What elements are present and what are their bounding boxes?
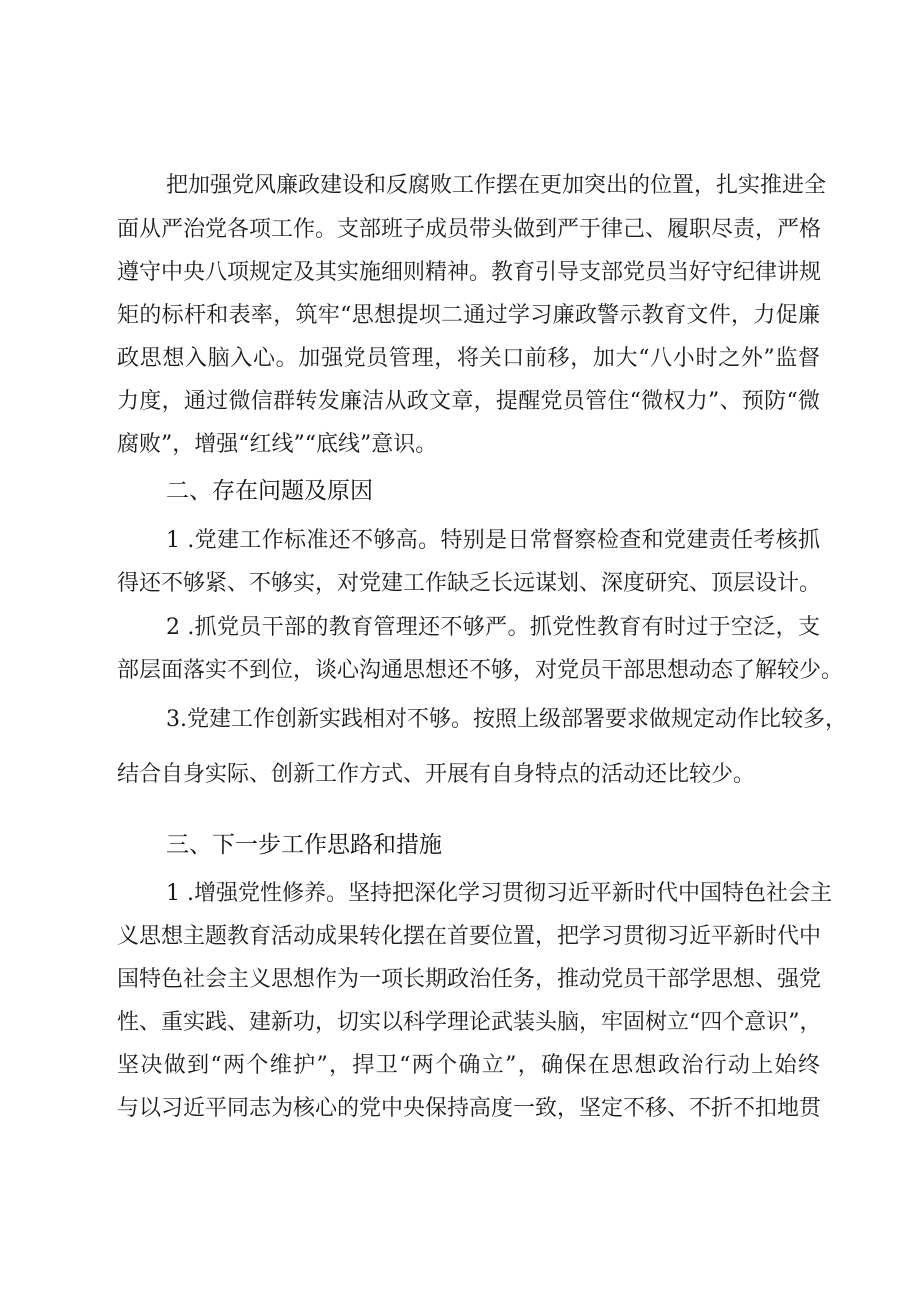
list-item-line: 1 .增强党性修养。坚持把深化学习贯彻习近平新时代中国特色社会主 [166,881,832,906]
list-item-line: 义思想主题教育活动成果转化摆在首要位置，把学习贯彻习近平新时代中 [117,924,822,949]
list-item-line: 性、重实践、建新功，切实以科学理论武装头脑，牢固树立“四个意识”， [117,1010,822,1035]
list-item-line: 3.党建工作创新实践相对不够。按照上级部署要求做规定动作比较多， [166,707,847,732]
list-item-line: 结合自身实际、创新工作方式、开展有自身特点的活动还比较少。 [117,762,756,787]
list-item-line: 与以习近平同志为核心的党中央保持高度一致，坚定不移、不折不扣地贯 [117,1096,822,1121]
list-item-line: 部层面落实不到位，谈心沟通思想还不够，对党员干部思想动态了解较少。 [117,658,844,683]
paragraph-line: 把加强党风廉政建设和反腐败工作摆在更加突出的位置，扎实推进全 [166,173,827,198]
section-heading-problems: 二、存在问题及原因 [166,478,373,504]
list-item-line: 1 .党建工作标准还不够高。特别是日常督察检查和党建责任考核抓 [166,528,820,553]
paragraph-line: 面从严治党各项工作。支部班子成员带头做到严于律己、履职尽责，严格 [117,217,822,242]
list-item-line: 得还不够紧、不够实，对党建工作缺乏长远谋划、深度研究、顶层设计。 [117,571,822,596]
paragraph-line: 力度，通过微信群转发廉洁从政文章，提醒党员管住“微权力”、预防“微 [117,389,820,414]
paragraph-line: 腐败”，增强“红线”“底线”意识。 [117,432,438,457]
paragraph-line: 矩的标杆和表率，筑牢“思想提坝二通过学习廉政警示教育文件，力促廉 [117,303,820,328]
section-heading-next-steps: 三、下一步工作思路和措施 [166,832,442,858]
list-item-line: 国特色社会主义思想作为一项长期政治任务，推动党员干部学思想、强党 [117,967,822,992]
paragraph-line: 遵守中央八项规定及其实施细则精神。教育引导支部党员当好守纪律讲规 [117,260,822,285]
list-item-line: 坚决做到“两个维护”，捍卫“两个确立”，确保在思想政治行动上始终 [117,1053,820,1078]
paragraph-line: 政思想入脑入心。加强党员管理，将关口前移，加大“八小时之外”监督 [117,346,820,371]
list-item-line: 2 .抓党员干部的教育管理还不够严。抓党性教育有时过于空泛，支 [166,615,820,640]
